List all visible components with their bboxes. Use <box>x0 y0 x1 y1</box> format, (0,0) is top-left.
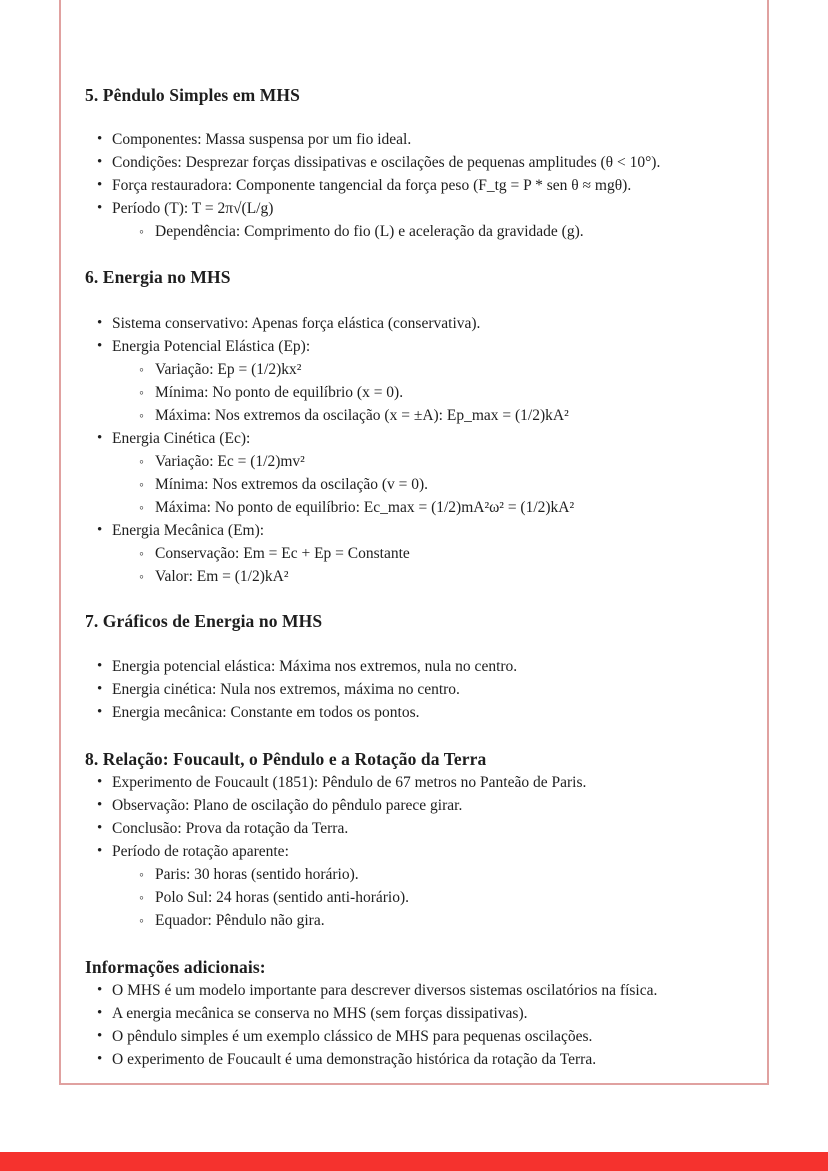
circle-bullet-icon: ◦ <box>139 408 144 423</box>
list-item <box>85 404 745 427</box>
list-item <box>85 519 745 542</box>
bullet-icon: • <box>97 131 103 147</box>
circle-bullet-icon: ◦ <box>139 569 144 584</box>
list-item <box>85 565 745 588</box>
list-item-text: Conclusão: Prova da rotação da Terra. <box>112 820 349 837</box>
list-item <box>85 151 745 174</box>
bullet-icon: • <box>97 704 103 720</box>
list-item <box>85 771 745 794</box>
circle-bullet-icon: ◦ <box>139 913 144 928</box>
circle-bullet-icon: ◦ <box>139 362 144 377</box>
bullet-icon: • <box>97 154 103 170</box>
bullet-icon: • <box>97 1005 103 1021</box>
list-item-text: Variação: Ep = (1/2)kx² <box>155 361 302 378</box>
bullet-icon: • <box>97 658 103 674</box>
list-item-text: Força restauradora: Componente tangencial da força peso (F_tg = P * sen θ ≈ mgθ). <box>112 177 632 194</box>
list-item-text: Energia Cinética (Ec): <box>112 430 251 447</box>
list-item-text: Energia potencial elástica: Máxima nos extremos, nula no centro. <box>112 658 518 675</box>
section-foucault-rotacao-terra <box>85 748 745 932</box>
section-heading: 8. Relação: Foucault, o Pêndulo e a Rotação da Terra <box>85 749 487 769</box>
bullet-icon: • <box>97 177 103 193</box>
list-item-text: Paris: 30 horas (sentido horário). <box>155 866 359 883</box>
list-item <box>85 128 745 151</box>
list-item-text: Conservação: Em = Ec + Ep = Constante <box>155 545 410 562</box>
list-item <box>85 450 745 473</box>
list-item-text: O MHS é um modelo importante para descrever diversos sistemas oscilatórios na física. <box>112 982 658 999</box>
section-heading: 5. Pêndulo Simples em MHS <box>85 85 300 105</box>
list-item-text: O experimento de Foucault é uma demonstração histórica da rotação da Terra. <box>112 1051 597 1068</box>
circle-bullet-icon: ◦ <box>139 224 144 239</box>
list-item <box>85 427 745 450</box>
list-item <box>85 473 745 496</box>
list-item-text: Dependência: Comprimento do fio (L) e aceleração da gravidade (g). <box>155 223 584 240</box>
list-item <box>85 1002 745 1025</box>
list-item <box>85 909 745 932</box>
bullet-icon: • <box>97 200 103 216</box>
bullet-icon: • <box>97 522 103 538</box>
list-item-text: Máxima: No ponto de equilíbrio: Ec_max = (1/2)mA²ω² = (1/2)kA² <box>155 499 575 516</box>
list-item-text: Energia cinética: Nula nos extremos, máxima no centro. <box>112 681 460 698</box>
section-graficos-de-energia <box>85 610 745 724</box>
section-heading: 6. Energia no MHS <box>85 267 231 287</box>
list-item-text: Polo Sul: 24 horas (sentido anti-horário). <box>155 889 409 906</box>
list-item-text: Energia Potencial Elástica (Ep): <box>112 338 311 355</box>
list-item <box>85 678 745 701</box>
list-item <box>85 174 745 197</box>
bullet-icon: • <box>97 982 103 998</box>
list-item-text: Período de rotação aparente: <box>112 843 289 860</box>
list-item-text: Máxima: Nos extremos da oscilação (x = ±A): Ep_max = (1/2)kA² <box>155 407 569 424</box>
bullet-icon: • <box>97 843 103 859</box>
list-item <box>85 817 745 840</box>
list-item <box>85 1025 745 1048</box>
bullet-icon: • <box>97 1028 103 1044</box>
list-item-text: Equador: Pêndulo não gira. <box>155 912 325 929</box>
circle-bullet-icon: ◦ <box>139 890 144 905</box>
list-item <box>85 358 745 381</box>
list-item-text: Mínima: Nos extremos da oscilação (v = 0). <box>155 476 429 493</box>
list-item <box>85 197 745 220</box>
section-list <box>85 655 745 724</box>
section-energia-no-mhs <box>85 266 745 588</box>
section-list <box>85 128 745 243</box>
list-item <box>85 542 745 565</box>
document-content <box>85 0 745 1071</box>
section-heading: Informações adicionais: <box>85 957 266 977</box>
list-item-text: Período (T): T = 2π√(L/g) <box>112 200 274 217</box>
list-item-text: A energia mecânica se conserva no MHS (sem forças dissipativas). <box>112 1005 528 1022</box>
section-heading: 7. Gráficos de Energia no MHS <box>85 611 323 631</box>
list-item <box>85 863 745 886</box>
list-item-text: Sistema conservativo: Apenas força elástica (conservativa). <box>112 315 481 332</box>
list-item-text: Mínima: No ponto de equilíbrio (x = 0). <box>155 384 404 401</box>
footer-red-bar <box>0 1152 828 1171</box>
list-item-text: Energia Mecânica (Em): <box>112 522 265 539</box>
list-item-text: O pêndulo simples é um exemplo clássico de MHS para pequenas oscilações. <box>112 1028 593 1045</box>
list-item <box>85 794 745 817</box>
list-item-text: Observação: Plano de oscilação do pêndulo parece girar. <box>112 797 463 814</box>
circle-bullet-icon: ◦ <box>139 500 144 515</box>
list-item <box>85 312 745 335</box>
list-item <box>85 979 745 1002</box>
list-item-text: Valor: Em = (1/2)kA² <box>155 568 289 585</box>
list-item-text: Experimento de Foucault (1851): Pêndulo de 67 metros no Panteão de Paris. <box>112 774 587 791</box>
list-item-text: Energia mecânica: Constante em todos os pontos. <box>112 704 420 721</box>
circle-bullet-icon: ◦ <box>139 867 144 882</box>
list-item <box>85 496 745 519</box>
bullet-icon: • <box>97 820 103 836</box>
list-item <box>85 886 745 909</box>
circle-bullet-icon: ◦ <box>139 546 144 561</box>
list-item <box>85 335 745 358</box>
list-item <box>85 655 745 678</box>
section-informacoes-adicionais <box>85 956 745 1071</box>
bullet-icon: • <box>97 681 103 697</box>
list-item-text: Variação: Ec = (1/2)mv² <box>155 453 305 470</box>
circle-bullet-icon: ◦ <box>139 477 144 492</box>
circle-bullet-icon: ◦ <box>139 385 144 400</box>
list-item <box>85 840 745 863</box>
list-item-text: Condições: Desprezar forças dissipativas e oscilações de pequenas amplitudes (θ < 10°). <box>112 154 661 171</box>
bullet-icon: • <box>97 430 103 446</box>
section-pendulo-simples <box>85 84 745 243</box>
bullet-icon: • <box>97 774 103 790</box>
list-item <box>85 220 745 243</box>
section-list <box>85 771 745 932</box>
list-item <box>85 381 745 404</box>
bullet-icon: • <box>97 315 103 331</box>
list-item <box>85 1048 745 1071</box>
bullet-icon: • <box>97 338 103 354</box>
circle-bullet-icon: ◦ <box>139 454 144 469</box>
bullet-icon: • <box>97 797 103 813</box>
bullet-icon: • <box>97 1051 103 1067</box>
section-list <box>85 312 745 588</box>
list-item-text: Componentes: Massa suspensa por um fio ideal. <box>112 131 412 148</box>
section-list <box>85 979 745 1071</box>
list-item <box>85 701 745 724</box>
